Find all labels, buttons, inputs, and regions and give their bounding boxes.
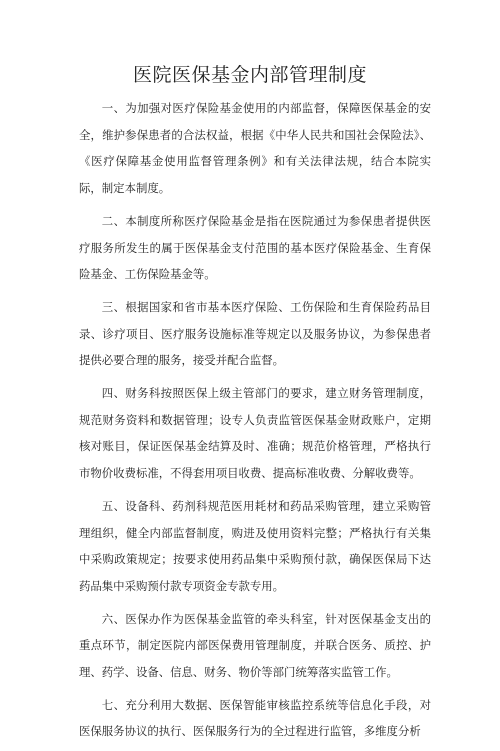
document-body xyxy=(79,95,431,751)
paragraph-3: 三、根据国家和省市基本医疗保险、工伤保险和生育保险药品目录、诊疗项目、医疗服务设施标准等规定以及服务协议，为参保患者提供必要合理的服务，接受并配合监督。 xyxy=(79,299,431,368)
paragraph-6: 六、医保办作为医保基金监管的牵头科室，针对医保基金支出的重点环节，制定医院内部医保费用管理制度，并联合医务、质控、护理、药学、设备、信息、财务、物价等部门统筹落实监管工作。 xyxy=(79,611,431,680)
paragraph-2: 二、本制度所称医疗保险基金是指在医院通过为参保患者提供医疗服务所发生的属于医保基金支付范围的基本医疗保险基金、生育保险基金、工伤保险基金等。 xyxy=(79,213,431,282)
paragraph-4: 四、财务科按照医保上级主管部门的要求，建立财务管理制度，规范财务资料和数据管理；设专人负责监管医保基金财政账户，定期核对账目，保证医保基金结算及时、准确；规范价格管理，严格执行市物价收费标准，不得套用项目收费、提高标准收费、分解收费等。 xyxy=(79,386,431,481)
paragraph-1: 一、为加强对医疗保险基金使用的内部监督，保障医保基金的安全，维护参保患者的合法权益，根据《中华人民共和国社会保险法》、《医疗保障基金使用监督管理条例》和有关法律法规，结合本院实际，制定本制度。 xyxy=(79,101,431,196)
paragraph-5: 五、设备科、药剂科规范医用耗材和药品采购管理，建立采购管理组织，健全内部监督制度，购进及使用资料完整；严格执行有关集中采购政策规定；按要求使用药品集中采购预付款，确保医保局下达药品集中采购预付款专项资金专款专用。 xyxy=(79,498,431,593)
document-title: 医院医保基金内部管理制度 xyxy=(132,64,367,86)
paragraph-7: 七、充分利用大数据、医保智能审核监控系统等信息化手段，对医保服务协议的执行、医保服务行为的全过程进行监管，多维度分析 xyxy=(79,697,431,739)
